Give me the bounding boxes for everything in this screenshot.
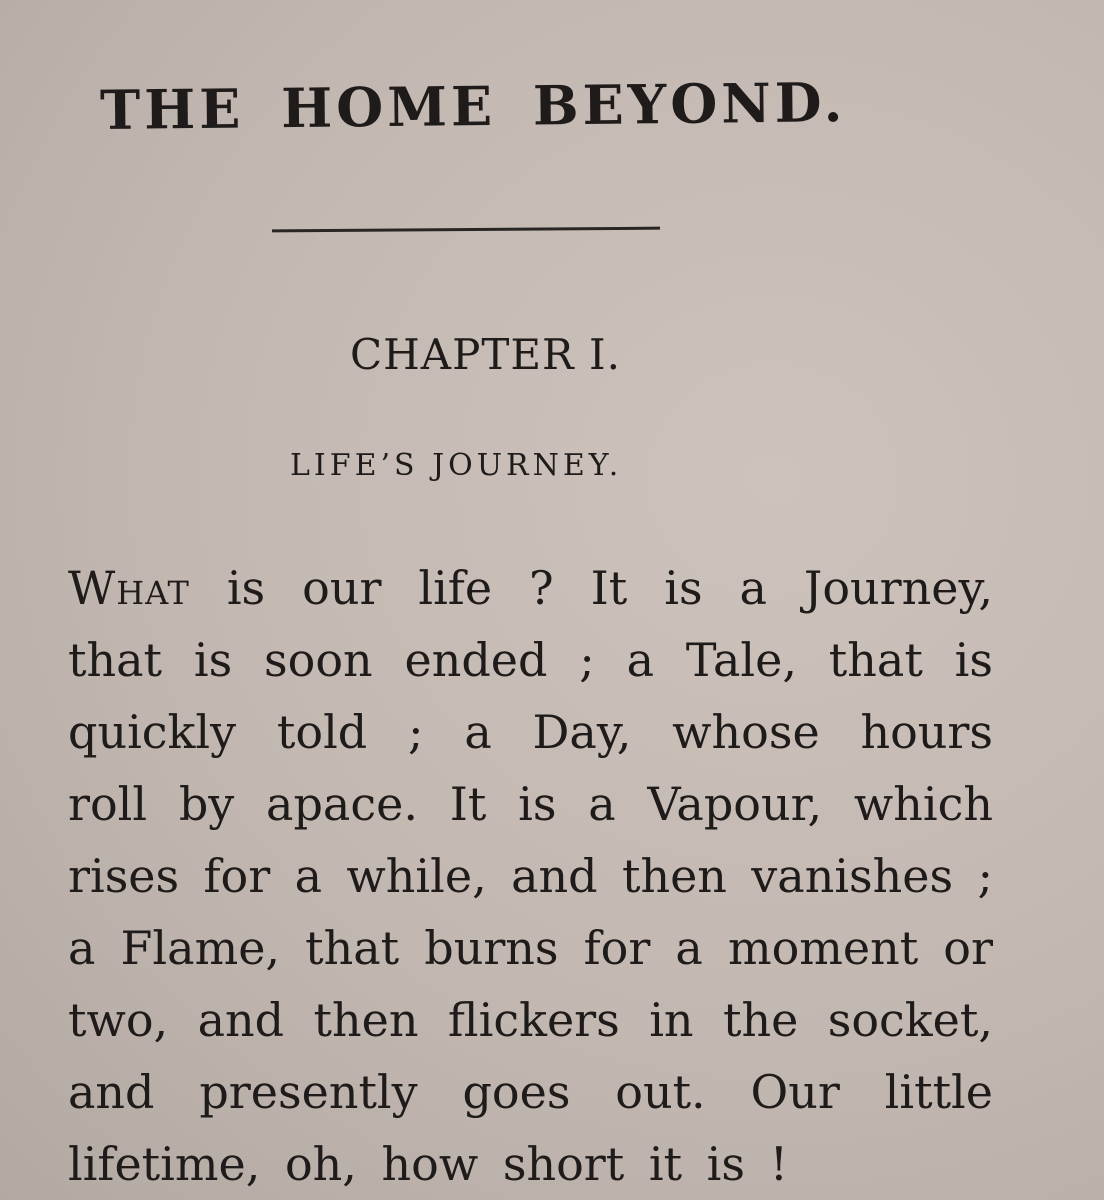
body-line: lifetime, oh, how short it is ! [68,1137,789,1191]
body-line: quickly told ; a Day, whose hours [68,705,993,759]
body-line [68,552,993,624]
chapter-title: LIFE’S JOURNEY. [290,448,623,483]
book-title: THE HOME BEYOND. [99,70,847,142]
body-line: roll by apace. It is a Vapour, which [68,777,993,831]
chapter-number: CHAPTER I. [350,330,621,379]
body-paragraph [68,552,1078,1200]
body-line: and presently goes out. Our little [68,1065,993,1119]
title-divider-rule [272,227,660,233]
body-line: rises for a while, and then vanishes ; [68,849,993,903]
lead-word: What [68,561,190,615]
body-line-text: is our life ? It is a Journey, [189,561,993,615]
body-line: that is soon ended ; a Tale, that is [68,633,993,687]
body-line: two, and then flickers in the socket, [68,993,993,1047]
body-line: a Flame, that burns for a moment or [68,921,993,975]
